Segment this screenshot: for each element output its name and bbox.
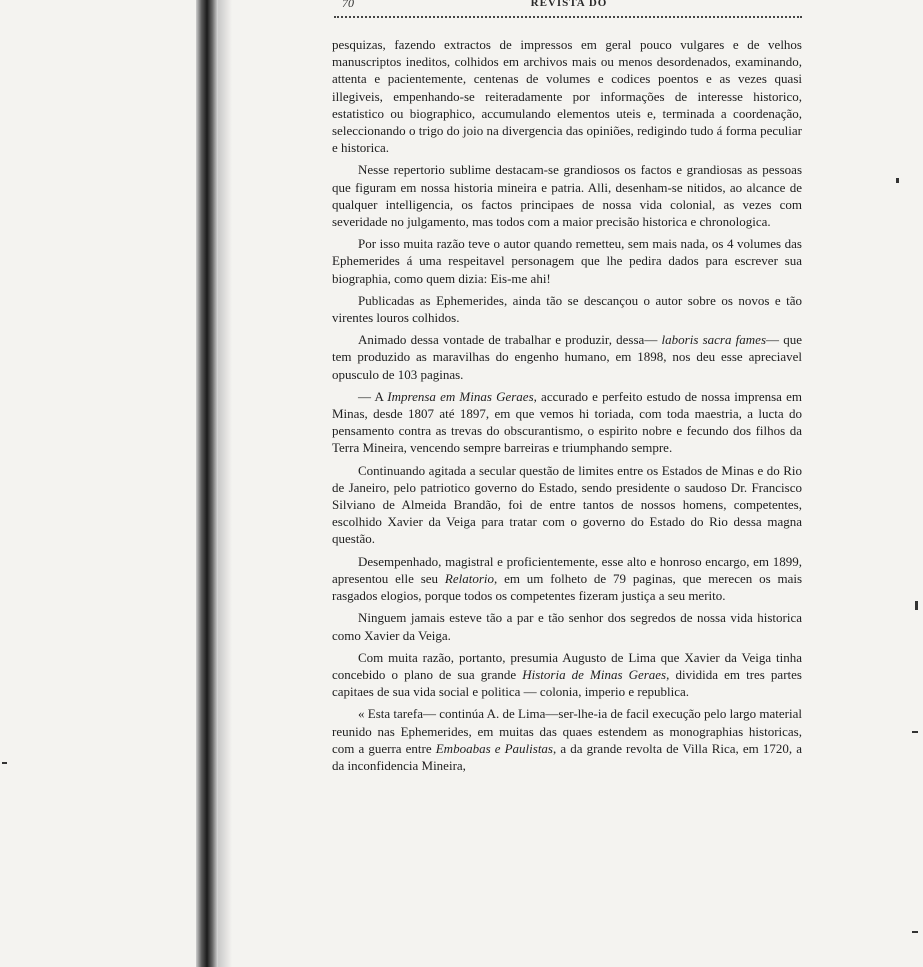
paragraph bbox=[332, 462, 802, 548]
italic-title: Emboabas e Paulistas bbox=[435, 740, 553, 756]
text-run: Desempenhado, magistral e proficientemente, esse alto e honroso encargo, em 1899, apresentou elle seu bbox=[332, 553, 802, 586]
italic-title: Relatorio bbox=[444, 570, 495, 586]
text-run: — A bbox=[358, 388, 388, 404]
italic-title: Historia de Minas Geraes bbox=[522, 666, 667, 682]
body-text bbox=[332, 36, 802, 779]
paragraph bbox=[332, 235, 802, 287]
text-run: Publicadas as Ephemerides, ainda tão se descançou o autor sobre os novos e tão virentes louros colhidos. bbox=[332, 292, 802, 326]
scan-speck bbox=[912, 931, 918, 933]
paragraph bbox=[332, 331, 802, 383]
gutter-shadow bbox=[218, 0, 232, 967]
scan-speck bbox=[912, 731, 918, 733]
paragraph bbox=[332, 388, 802, 457]
text-run: Ninguem jamais esteve tão a par e tão senhor dos segredos de nossa vida historica como Xavier da Veiga. bbox=[332, 610, 802, 643]
text-run: , a da grande revolta de Villa Rica, em 1720, a da inconfidencia Mineira, bbox=[332, 740, 802, 773]
page-number: 70 bbox=[342, 0, 354, 10]
scan-speck bbox=[2, 762, 7, 764]
paragraph bbox=[332, 553, 802, 605]
text-run: Animado dessa vontade de trabalhar e produzir, dessa— bbox=[358, 332, 662, 348]
book-binding-gutter bbox=[196, 0, 218, 967]
paragraph bbox=[332, 705, 802, 774]
text-run: Por isso muita razão teve o autor quando remetteu, sem mais nada, os 4 volumes das Ephemerides á uma respeitavel personagem que lhe pedira dados para escrever sua biographia, como quem dizia: Eis-me ahi! bbox=[332, 236, 802, 286]
italic-title: Imprensa em Minas Geraes bbox=[387, 388, 534, 404]
paragraph bbox=[332, 649, 802, 701]
paragraph bbox=[332, 36, 802, 156]
italic-title: laboris sacra fames bbox=[661, 332, 767, 348]
text-run: pesquizas, fazendo extractos de impressos em geral pouco vulgares e de velhos manuscriptos ineditos, colhidos em archivos mais ou menos desordenados, examinando, attenta e pacientemente, centenas de volumes e codices poentos e as vezes quasi illegiveis, empenhando-se reiteradamente por informações de interesse historico, estatistico ou biographico, accumulando elementos uteis e, terminada a coordenação, seleccionando o trigo do joio na divergencia das opiniões, redigindo tudo á forma peculiar e historica. bbox=[332, 37, 802, 156]
text-run: , em um folheto de 79 paginas, que merecen os mais rasgados elogios, porque todos os competentes fizeram justiça a seu merito. bbox=[332, 570, 803, 604]
paragraph bbox=[332, 161, 802, 230]
text-run: — que tem produzido as maravilhas do engenho humano, em 1898, nos deu esse apreciavel opusculo de 103 paginas. bbox=[332, 332, 802, 382]
text-run: , dividida em tres partes capitaes de sua vida social e politica — colonia, imperio e republica. bbox=[332, 666, 802, 700]
text-run: Com muita razão, portanto, presumia Augusto de Lima que Xavier da Veiga tinha concebido o plano de sua grande bbox=[332, 649, 802, 682]
text-run: Nesse repertorio sublime destacam-se grandiosos os factos e grandiosas as pessoas que figuram em nossa historia mineira e patria. Alli, desenham-se nitidos, ao alcance de qualquer intelligencia, os factos principaes de nossa vida colonial, as vezes com severidade no julgamento, mas todos com a maior precisão historica e chronologica. bbox=[332, 162, 802, 230]
paragraph bbox=[332, 609, 802, 643]
text-run: « Esta tarefa— continúa A. de Lima—ser-lhe-ia de facil execução pelo largo material reunido nas Ephemerides, em muitas das quaes estendem as monographias historicas, com a guerra entre bbox=[332, 706, 802, 756]
scan-speck bbox=[915, 601, 918, 610]
page-header bbox=[334, 0, 804, 14]
scan-speck bbox=[896, 178, 899, 183]
text-run: Continuando agitada a secular questão de limites entre os Estados de Minas e do Rio de Janeiro, pelo patriotico governo do Estado, sendo presidente o saudoso Dr. Francisco Silviano de Almeida Brandão, foi de entre tantos de nossos homens, competentes, escolhido Xavier da Veiga para tratar com o governo do Estado do Rio dessa magna questão. bbox=[332, 462, 802, 547]
text-run: , accurado e perfeito estudo de nossa imprensa em Minas, desde 1807 até 1897, em que vemos hi toriada, com toda maestria, a lucta do pensamento contra as trevas do obscurantismo, o espirito nobre e fecundo dos filhos da Terra Mineira, vencendo sempre barreiras e triumphando sempre. bbox=[332, 388, 802, 456]
header-rule bbox=[334, 16, 802, 18]
paragraph bbox=[332, 292, 802, 326]
running-head: REVISTA DO bbox=[530, 0, 608, 9]
